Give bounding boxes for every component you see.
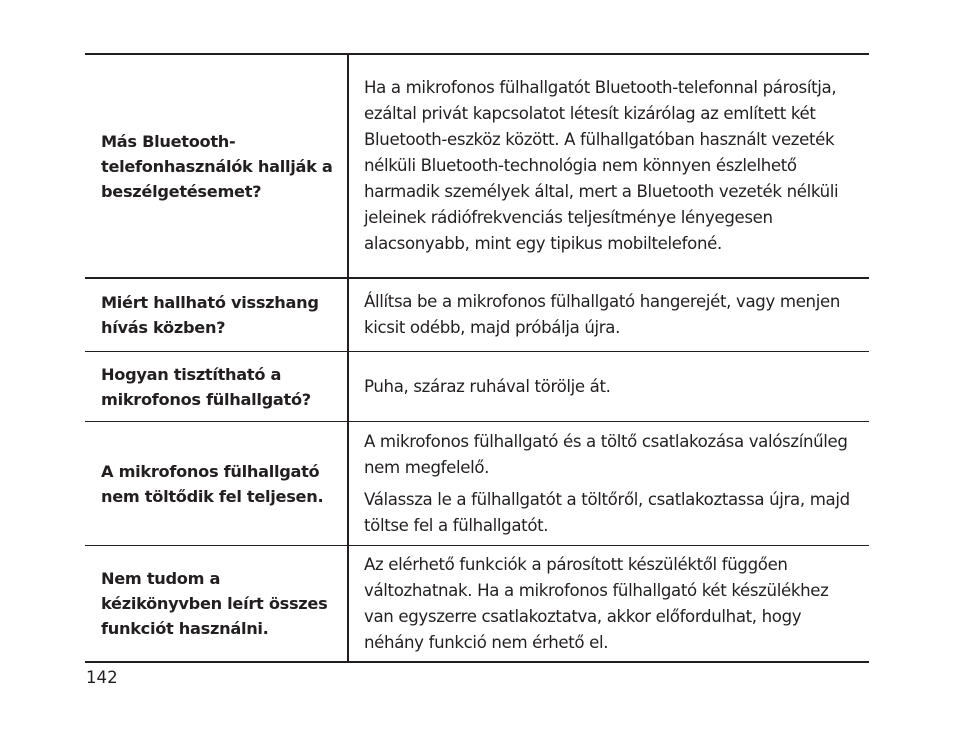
faq-answer: [349, 352, 869, 421]
page-number: 142: [86, 668, 118, 687]
faq-row: [85, 351, 869, 421]
faq-row: [85, 545, 869, 661]
faq-row: [85, 421, 869, 545]
faq-question: Miért hallható visszhang hívás közben?: [85, 279, 349, 351]
faq-row: [85, 55, 869, 277]
faq-question: Hogyan tisztítható a mikrofonos fülhallgató?: [85, 352, 349, 421]
faq-answer-paragraph: Ha a mikrofonos fülhallgatót Bluetooth-telefonnal párosítja, ezáltal privát kapcsolatot létesít kizárólag az említett két Bluetooth-eszköz között. A fülhallgatóban használt vezeték nélküli Bluetooth-technológia nem könnyen észlelhető harmadik személyek által, mert a Bluetooth vezeték nélküli jeleinek rádiófrekvenciás teljesítménye lényegesen alacsonyabb, mint egy tipikus mobiltelefoné.: [364, 78, 839, 253]
faq-answer-paragraph: Puha, száraz ruhával törölje át.: [364, 376, 611, 396]
faq-answer-paragraph: Az elérhető funkciók a párosított készüléktől függően változhatnak. Ha a mikrofonos fülhallgató két készülékhez van egyszerre csatlakoztatva, akkor előfordulhat, hogy néhány funkció nem érhető el.: [364, 554, 829, 652]
faq-table: [85, 53, 869, 663]
faq-answer: [349, 55, 869, 277]
faq-answer: [349, 279, 869, 351]
faq-answer-paragraph: A mikrofonos fülhallgató és a töltő csatlakozása valószínűleg nem megfelelő.: [364, 431, 848, 477]
faq-row: [85, 277, 869, 351]
faq-answer: [349, 422, 869, 545]
faq-answer-paragraph: Válassza le a fülhallgatót a töltőről, csatlakoztassa újra, majd töltse fel a fülhallgatót.: [364, 489, 850, 535]
faq-answer-paragraph: Állítsa be a mikrofonos fülhallgató hangerejét, vagy menjen kicsit odébb, majd próbálja újra.: [364, 292, 841, 337]
faq-question: A mikrofonos fülhallgató nem töltődik fel teljesen.: [85, 422, 349, 545]
faq-question: Nem tudom a kézikönyvben leírt összes funkciót használni.: [85, 546, 349, 661]
faq-question: Más Bluetooth-telefonhasználók hallják a beszélgetésemet?: [85, 55, 349, 277]
faq-answer: [349, 546, 869, 661]
